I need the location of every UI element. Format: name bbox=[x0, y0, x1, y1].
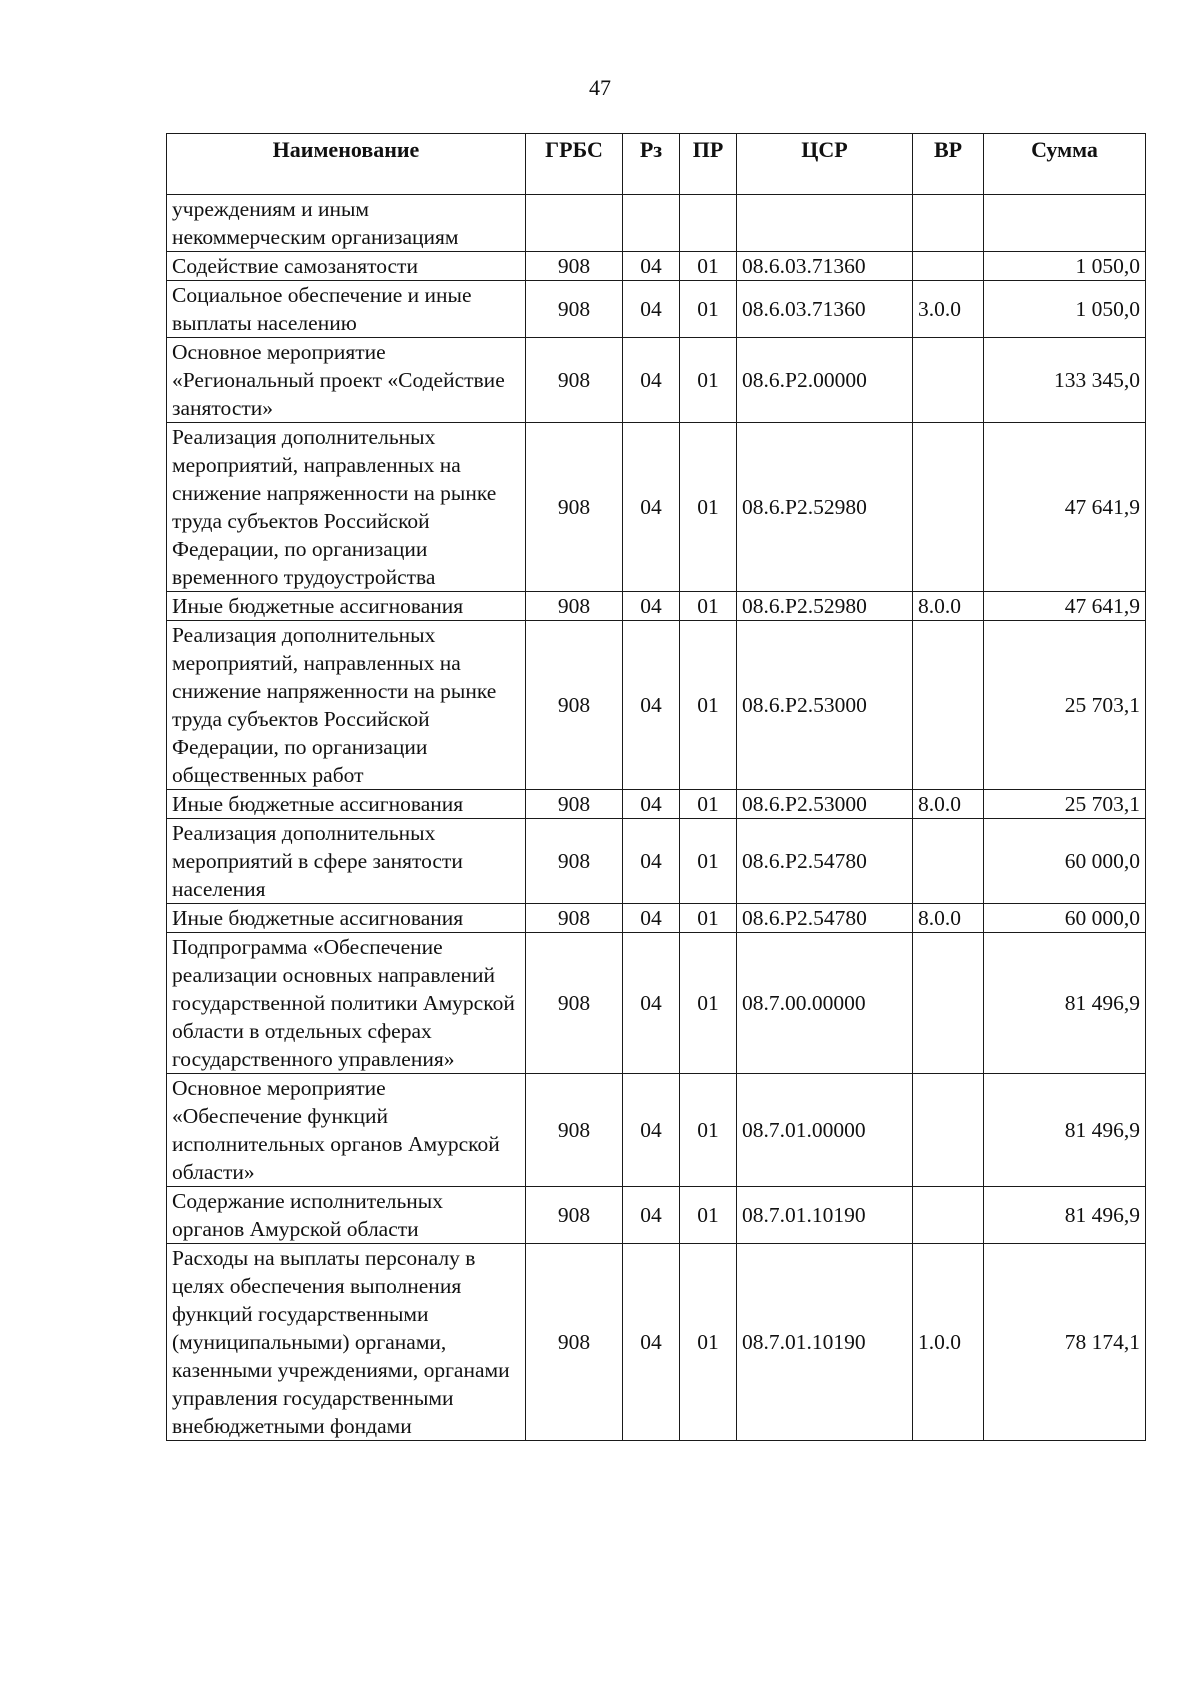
cell-grbs: 908 bbox=[526, 790, 623, 819]
table-row bbox=[167, 195, 1146, 252]
cell-name: Содействие самозанятости bbox=[167, 252, 526, 281]
cell-grbs bbox=[526, 195, 623, 252]
cell-sum: 1 050,0 bbox=[984, 281, 1146, 338]
cell-name: Основное мероприятие «Региональный проект «Содействие занятости» bbox=[167, 338, 526, 423]
cell-rz: 04 bbox=[623, 1074, 680, 1187]
cell-rz: 04 bbox=[623, 338, 680, 423]
cell-grbs: 908 bbox=[526, 592, 623, 621]
cell-csr: 08.6.Р2.53000 bbox=[737, 790, 913, 819]
cell-rz bbox=[623, 195, 680, 252]
cell-name: Расходы на выплаты персоналу в целях обеспечения выполнения функций государственными (муниципальными) органами, казенными учреждениями, органами управления государственными внебюджетными фондами bbox=[167, 1244, 526, 1441]
cell-vr bbox=[913, 1074, 984, 1187]
cell-pr: 01 bbox=[680, 621, 737, 790]
cell-csr: 08.7.01.10190 bbox=[737, 1244, 913, 1441]
cell-grbs: 908 bbox=[526, 423, 623, 592]
cell-rz: 04 bbox=[623, 1187, 680, 1244]
cell-pr: 01 bbox=[680, 338, 737, 423]
cell-name: Основное мероприятие «Обеспечение функций исполнительных органов Амурской области» bbox=[167, 1074, 526, 1187]
header-rz: Рз bbox=[623, 134, 680, 195]
cell-pr: 01 bbox=[680, 1074, 737, 1187]
cell-rz: 04 bbox=[623, 592, 680, 621]
table-row bbox=[167, 281, 1146, 338]
cell-vr bbox=[913, 1187, 984, 1244]
header-grbs: ГРБС bbox=[526, 134, 623, 195]
header-pr: ПР bbox=[680, 134, 737, 195]
cell-rz: 04 bbox=[623, 423, 680, 592]
cell-pr: 01 bbox=[680, 790, 737, 819]
cell-grbs: 908 bbox=[526, 281, 623, 338]
cell-pr: 01 bbox=[680, 592, 737, 621]
cell-vr bbox=[913, 933, 984, 1074]
cell-pr bbox=[680, 195, 737, 252]
cell-vr: 8.0.0 bbox=[913, 790, 984, 819]
table-row bbox=[167, 423, 1146, 592]
cell-sum: 1 050,0 bbox=[984, 252, 1146, 281]
cell-vr bbox=[913, 621, 984, 790]
cell-pr: 01 bbox=[680, 281, 737, 338]
cell-sum: 81 496,9 bbox=[984, 1074, 1146, 1187]
cell-sum: 81 496,9 bbox=[984, 933, 1146, 1074]
table-row bbox=[167, 592, 1146, 621]
table-row bbox=[167, 933, 1146, 1074]
cell-grbs: 908 bbox=[526, 904, 623, 933]
cell-grbs: 908 bbox=[526, 338, 623, 423]
cell-pr: 01 bbox=[680, 1187, 737, 1244]
cell-csr: 08.7.00.00000 bbox=[737, 933, 913, 1074]
cell-csr: 08.6.03.71360 bbox=[737, 252, 913, 281]
table-row bbox=[167, 819, 1146, 904]
table-row bbox=[167, 904, 1146, 933]
table-row bbox=[167, 1244, 1146, 1441]
cell-sum: 25 703,1 bbox=[984, 621, 1146, 790]
cell-name: Реализация дополнительных мероприятий, направленных на снижение напряженности на рынке труда субъектов Российской Федерации, по организации временного трудоустройства bbox=[167, 423, 526, 592]
cell-pr: 01 bbox=[680, 1244, 737, 1441]
cell-name: Содержание исполнительных органов Амурской области bbox=[167, 1187, 526, 1244]
cell-sum: 60 000,0 bbox=[984, 904, 1146, 933]
header-vr: ВР bbox=[913, 134, 984, 195]
cell-sum: 25 703,1 bbox=[984, 790, 1146, 819]
cell-name: Иные бюджетные ассигнования bbox=[167, 592, 526, 621]
cell-rz: 04 bbox=[623, 621, 680, 790]
cell-grbs: 908 bbox=[526, 252, 623, 281]
cell-vr bbox=[913, 423, 984, 592]
cell-vr bbox=[913, 195, 984, 252]
cell-csr: 08.6.Р2.53000 bbox=[737, 621, 913, 790]
cell-pr: 01 bbox=[680, 933, 737, 1074]
cell-rz: 04 bbox=[623, 252, 680, 281]
cell-csr: 08.7.01.10190 bbox=[737, 1187, 913, 1244]
cell-csr: 08.7.01.00000 bbox=[737, 1074, 913, 1187]
cell-rz: 04 bbox=[623, 281, 680, 338]
cell-sum bbox=[984, 195, 1146, 252]
table-row bbox=[167, 621, 1146, 790]
cell-sum: 47 641,9 bbox=[984, 423, 1146, 592]
header-sum: Сумма bbox=[984, 134, 1146, 195]
page-number: 47 bbox=[589, 75, 611, 100]
cell-grbs: 908 bbox=[526, 1244, 623, 1441]
cell-grbs: 908 bbox=[526, 1074, 623, 1187]
budget-table bbox=[166, 133, 1146, 1441]
cell-vr: 8.0.0 bbox=[913, 592, 984, 621]
table-row bbox=[167, 252, 1146, 281]
cell-csr: 08.6.Р2.00000 bbox=[737, 338, 913, 423]
cell-grbs: 908 bbox=[526, 1187, 623, 1244]
cell-vr: 1.0.0 bbox=[913, 1244, 984, 1441]
cell-vr bbox=[913, 252, 984, 281]
cell-name: Реализация дополнительных мероприятий, направленных на снижение напряженности на рынке труда субъектов Российской Федерации, по организации общественных работ bbox=[167, 621, 526, 790]
cell-sum: 60 000,0 bbox=[984, 819, 1146, 904]
table-row bbox=[167, 1074, 1146, 1187]
cell-sum: 81 496,9 bbox=[984, 1187, 1146, 1244]
cell-rz: 04 bbox=[623, 790, 680, 819]
cell-sum: 78 174,1 bbox=[984, 1244, 1146, 1441]
table-row bbox=[167, 338, 1146, 423]
cell-csr bbox=[737, 195, 913, 252]
cell-vr: 8.0.0 bbox=[913, 904, 984, 933]
cell-name: Подпрограмма «Обеспечение реализации основных направлений государственной политики Амурской области в отдельных сферах государственного управления» bbox=[167, 933, 526, 1074]
cell-csr: 08.6.Р2.54780 bbox=[737, 819, 913, 904]
cell-vr bbox=[913, 819, 984, 904]
cell-vr: 3.0.0 bbox=[913, 281, 984, 338]
cell-name: Иные бюджетные ассигнования bbox=[167, 790, 526, 819]
table-body bbox=[167, 195, 1146, 1441]
cell-grbs: 908 bbox=[526, 621, 623, 790]
cell-csr: 08.6.Р2.52980 bbox=[737, 592, 913, 621]
cell-rz: 04 bbox=[623, 1244, 680, 1441]
cell-name: учреждениям и иным некоммерческим организациям bbox=[167, 195, 526, 252]
cell-grbs: 908 bbox=[526, 933, 623, 1074]
cell-sum: 47 641,9 bbox=[984, 592, 1146, 621]
cell-pr: 01 bbox=[680, 423, 737, 592]
cell-csr: 08.6.03.71360 bbox=[737, 281, 913, 338]
cell-name: Иные бюджетные ассигнования bbox=[167, 904, 526, 933]
cell-csr: 08.6.Р2.54780 bbox=[737, 904, 913, 933]
cell-rz: 04 bbox=[623, 904, 680, 933]
cell-rz: 04 bbox=[623, 819, 680, 904]
table-row bbox=[167, 790, 1146, 819]
cell-pr: 01 bbox=[680, 904, 737, 933]
header-csr: ЦСР bbox=[737, 134, 913, 195]
table-header-row bbox=[167, 134, 1146, 195]
cell-grbs: 908 bbox=[526, 819, 623, 904]
cell-name: Реализация дополнительных мероприятий в сфере занятости населения bbox=[167, 819, 526, 904]
cell-vr bbox=[913, 338, 984, 423]
table-row bbox=[167, 1187, 1146, 1244]
cell-csr: 08.6.Р2.52980 bbox=[737, 423, 913, 592]
cell-rz: 04 bbox=[623, 933, 680, 1074]
cell-pr: 01 bbox=[680, 252, 737, 281]
header-name: Наименование bbox=[167, 134, 526, 195]
cell-name: Социальное обеспечение и иные выплаты населению bbox=[167, 281, 526, 338]
cell-sum: 133 345,0 bbox=[984, 338, 1146, 423]
cell-pr: 01 bbox=[680, 819, 737, 904]
